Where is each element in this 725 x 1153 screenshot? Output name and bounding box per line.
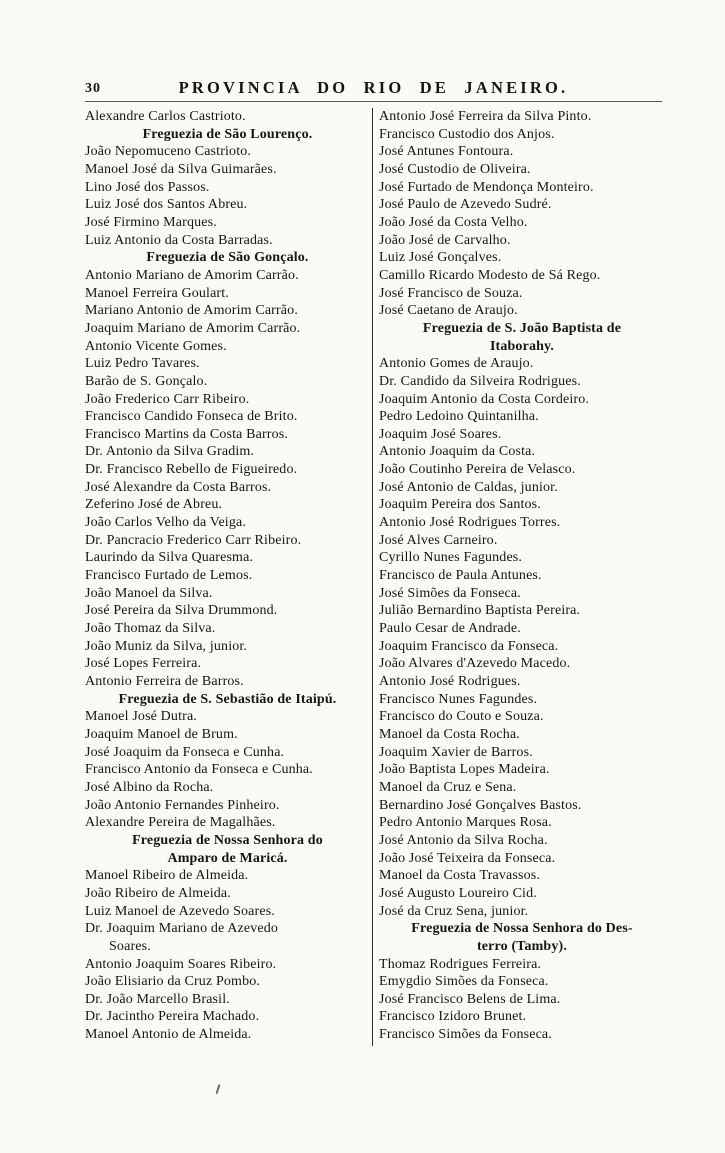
person-name: Francisco de Paula Antunes. [379,568,542,584]
person-name: Francisco Furtado de Lemos. [85,568,253,584]
person-name: Francisco do Couto e Souza. [379,709,544,725]
person-name: José Antonio da Silva Rocha. [379,832,548,848]
person-name: Francisco Martins da Costa Barros. [85,426,289,442]
person-name: José Paulo de Azevedo Sudré. [379,197,552,213]
person-name: João José Teixeira da Fonseca. [379,850,556,866]
person-name: José Lopes Ferreira. [85,656,202,672]
person-name: Francisco Simões da Fonseca. [379,1027,552,1043]
person-name: Antonio José Rodrigues. [379,674,521,689]
person-name: Manoel da Cruz e Sena. [379,779,517,795]
person-name: Manoel Antonio de Almeida. [85,1027,252,1043]
person-name: Antonio José Rodrigues Torres. [379,515,561,531]
person-name: Joaquim José Soares. [379,426,502,442]
person-name: Joaquim Francisco da Fonseca. [379,638,559,654]
person-name: José Joaquim da Fonseca e Cunha. [85,744,285,760]
person-name: Thomaz Rodrigues Ferreira. [379,956,542,972]
section-heading: Amparo de Maricá. [167,850,288,866]
page-number: 30 [85,81,101,96]
person-name: José Simões da Fonseca. [379,585,521,601]
person-name: Antonio Ferreira de Barros. [85,674,244,689]
person-name: Dr. Jacintho Pereira Machado. [85,1009,260,1025]
person-name: João Manoel da Silva. [85,585,213,601]
person-name: Antonio Mariano de Amorim Carrão. [85,267,299,283]
person-name: João Baptista Lopes Madeira. [379,762,550,778]
person-name: Antonio Joaquim da Costa. [379,444,536,460]
person-name: Luiz Antonio da Costa Barradas. [85,232,273,248]
person-name: Cyrillo Nunes Fagundes. [379,550,523,566]
person-name: José Augusto Loureiro Cid. [379,885,537,901]
person-name: Lino José dos Passos. [85,179,210,195]
person-name: Julião Bernardino Baptista Pereira. [379,603,581,619]
person-name: José Antunes Fontoura. [379,144,514,160]
person-name: João Coutinho Pereira de Velasco. [379,462,576,478]
person-name: José Francisco de Souza. [379,285,523,301]
person-name: Francisco Antonio da Fonseca e Cunha. [85,762,313,778]
person-name: Antonio Joaquim Soares Ribeiro. [85,956,277,972]
person-name: Antonio José Ferreira da Silva Pinto. [379,109,592,124]
person-name: Dr. Candido da Silveira Rodrigues. [379,373,581,389]
person-name: João Thomaz da Silva. [85,621,216,637]
person-name: Alexandre Pereira de Magalhães. [85,815,276,831]
person-name: Mariano Antonio de Amorim Carrão. [85,303,298,319]
section-heading: Freguezia de Nossa Senhora do Des- [411,921,633,937]
person-name: Luiz Manoel de Azevedo Soares. [85,903,275,919]
person-name: José da Cruz Sena, junior. [379,903,529,919]
person-name: Manoel José da Silva Guimarães. [85,161,277,177]
person-name: Dr. Antonio da Silva Gradim. [85,444,255,460]
person-name: Francisco Candido Fonseca de Brito. [85,409,298,425]
person-name: Joaquim Xavier de Barros. [379,744,533,760]
person-name: Joaquim Mariano de Amorim Carrão. [85,320,301,336]
person-name: José Custodio de Oliveira. [379,161,531,177]
person-name: Pedro Ledoino Quintanilha. [379,409,539,425]
section-heading: Freguezia de Nossa Senhora do [132,832,323,848]
two-column-name-list [85,108,665,1046]
person-name: Joaquim Pereira dos Santos. [379,497,541,513]
person-name: Manoel José Dutra. [85,709,197,725]
person-name: José Firmino Marques. [85,214,217,230]
page-title: PROVINCIA DO RIO DE JANEIRO. [178,78,569,97]
person-name: Manoel Ferreira Goulart. [85,285,229,301]
person-name: João Antonio Fernandes Pinheiro. [85,797,280,813]
person-name: José Alexandre da Costa Barros. [85,479,272,495]
person-name: Camillo Ricardo Modesto de Sá Rego. [379,267,601,283]
person-name: José Pereira da Silva Drummond. [85,603,278,619]
person-name: José Caetano de Araujo. [379,303,518,319]
person-name: Emygdio Simões da Fonseca. [379,974,549,990]
person-name: Dr. Joaquim Mariano de Azevedo [85,921,279,937]
section-heading: Freguezia de São Gonçalo. [146,250,309,266]
person-name: Manoel da Costa Rocha. [379,726,520,742]
person-name: Antonio Gomes de Araujo. [379,356,534,372]
section-heading: Freguezia de São Lourenço. [142,126,313,142]
person-name: João Ribeiro de Almeida. [85,885,231,901]
person-name: João Carlos Velho da Veiga. [85,515,247,531]
person-name: Antonio Vicente Gomes. [85,338,227,354]
person-name: Laurindo da Silva Quaresma. [85,550,254,566]
person-name-continuation: Soares. [109,938,151,954]
person-name: Francisco Izidoro Brunet. [379,1009,527,1025]
person-name: Barão de S. Gonçalo. [85,373,208,389]
person-name: João José da Costa Velho. [379,214,528,230]
person-name: Luiz José Gonçalves. [379,250,502,266]
person-name: Manoel da Costa Travassos. [379,868,541,884]
person-name: João Elisiario da Cruz Pombo. [85,974,261,990]
person-name: José Antonio de Caldas, junior. [379,479,558,495]
person-name: João Nepomuceno Castrioto. [85,144,252,160]
person-name: João Muniz da Silva, junior. [85,638,248,654]
person-name: Joaquim Antonio da Costa Cordeiro. [379,391,590,407]
person-name: Alexandre Carlos Castrioto. [85,109,246,124]
person-name: José Furtado de Mendonça Monteiro. [379,179,594,195]
person-name: Luiz José dos Santos Abreu. [85,197,248,213]
person-name: Joaquim Manoel de Brum. [85,726,238,742]
section-heading: Freguezia de S. Sebastião de Itaipú. [118,691,337,707]
person-name: Pedro Antonio Marques Rosa. [379,815,552,831]
person-name: Francisco Custodio dos Anjos. [379,126,555,142]
right-column [372,108,665,1046]
person-name: José Alves Carneiro. [379,532,498,548]
person-name: João Alvares d'Azevedo Macedo. [379,656,571,672]
person-name: José Francisco Belens de Lima. [379,991,561,1007]
stray-ink-mark [215,1084,220,1094]
left-column [85,108,372,1046]
page-header [85,78,662,98]
person-name: João José de Carvalho. [379,232,511,248]
person-name: Luiz Pedro Tavares. [85,356,200,372]
header-rule [85,101,662,102]
person-name: José Albino da Rocha. [85,779,214,795]
section-heading: Itaborahy. [489,338,555,354]
person-name: Zeferino José de Abreu. [85,497,223,513]
person-name: Bernardino José Gonçalves Bastos. [379,797,582,813]
person-name: Dr. Francisco Rebello de Figueiredo. [85,462,298,478]
section-heading: Freguezia de S. João Baptista de [422,320,622,336]
person-name: Paulo Cesar de Andrade. [379,621,521,637]
person-name: Dr. João Marcello Brasil. [85,991,230,1007]
person-name: João Frederico Carr Ribeiro. [85,391,250,407]
person-name: Francisco Nunes Fagundes. [379,691,538,707]
section-heading: terro (Tamby). [477,938,567,954]
person-name: Manoel Ribeiro de Almeida. [85,868,249,884]
person-name: Dr. Pancracio Frederico Carr Ribeiro. [85,532,302,548]
